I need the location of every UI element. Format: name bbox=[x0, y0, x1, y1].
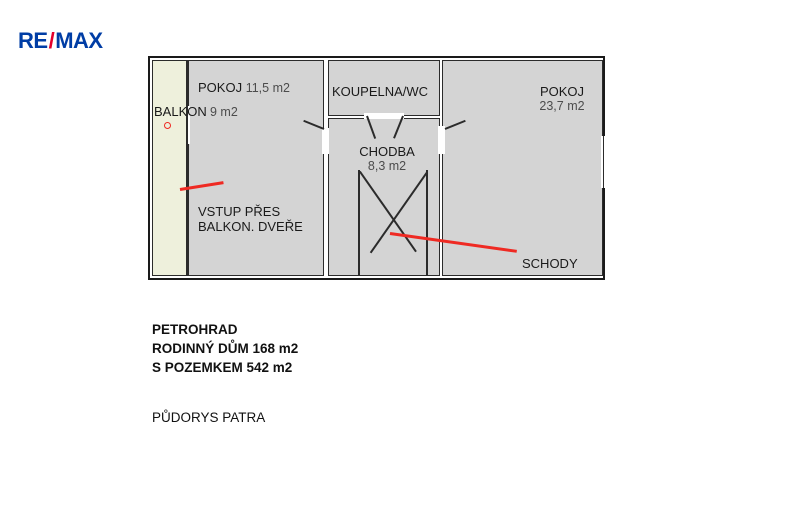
annotation-schody bbox=[522, 256, 578, 271]
annotation-schody-text: SCHODY bbox=[522, 256, 578, 271]
caption-line-3: S POZEMKEM 542 m2 bbox=[152, 360, 293, 375]
label-pokoj-2-name: POKOJ bbox=[539, 84, 585, 99]
room-chodba bbox=[328, 118, 440, 276]
label-balkon-area bbox=[210, 104, 238, 120]
label-pokoj-1-name: POKOJ bbox=[198, 80, 243, 95]
room-balkon bbox=[152, 60, 188, 276]
label-koupelna bbox=[332, 84, 428, 99]
pointer-dot-balcony bbox=[164, 122, 171, 129]
label-koupelna-name: KOUPELNA/WC bbox=[332, 84, 429, 99]
label-balkon-name: BALKON bbox=[154, 104, 207, 119]
wall-balcony-inner bbox=[186, 60, 188, 276]
door-gap-koupelna bbox=[364, 113, 404, 119]
caption-line-2: RODINNÝ DŮM 168 m2 bbox=[152, 341, 299, 356]
annotation-vstup-line1: VSTUP PŘES bbox=[198, 204, 281, 219]
window-right-frame bbox=[603, 136, 604, 188]
door-gap-pokoj1 bbox=[322, 128, 329, 154]
plan-subtitle: PŮDORYS PATRA bbox=[152, 410, 266, 425]
remax-logo bbox=[18, 30, 103, 52]
label-chodba-area: 8,3 m2 bbox=[367, 159, 407, 173]
label-pokoj-1-area: 11,5 m2 bbox=[245, 81, 290, 95]
logo-slash: / bbox=[48, 28, 55, 53]
stair-rail-right bbox=[426, 170, 428, 276]
label-pokoj-1 bbox=[198, 80, 290, 96]
stair-rail-left bbox=[358, 170, 360, 276]
logo-text-re: RE bbox=[18, 28, 48, 53]
label-balkon-area-value: 9 m2 bbox=[210, 105, 238, 119]
annotation-vstup-line2: BALKON. DVEŘE bbox=[198, 219, 303, 234]
logo-text-max: MAX bbox=[55, 28, 103, 53]
label-balkon bbox=[154, 104, 207, 119]
annotation-vstup bbox=[198, 204, 303, 234]
door-gap-pokoj2 bbox=[438, 126, 445, 154]
label-pokoj-2-area: 23,7 m2 bbox=[539, 99, 585, 113]
label-chodba bbox=[342, 144, 432, 174]
caption-block bbox=[152, 320, 298, 377]
floor-plan bbox=[148, 56, 605, 280]
window-right bbox=[601, 136, 607, 188]
caption-line-1: PETROHRAD bbox=[152, 322, 238, 337]
label-chodba-name: CHODBA bbox=[359, 144, 415, 159]
label-pokoj-2 bbox=[530, 84, 594, 114]
